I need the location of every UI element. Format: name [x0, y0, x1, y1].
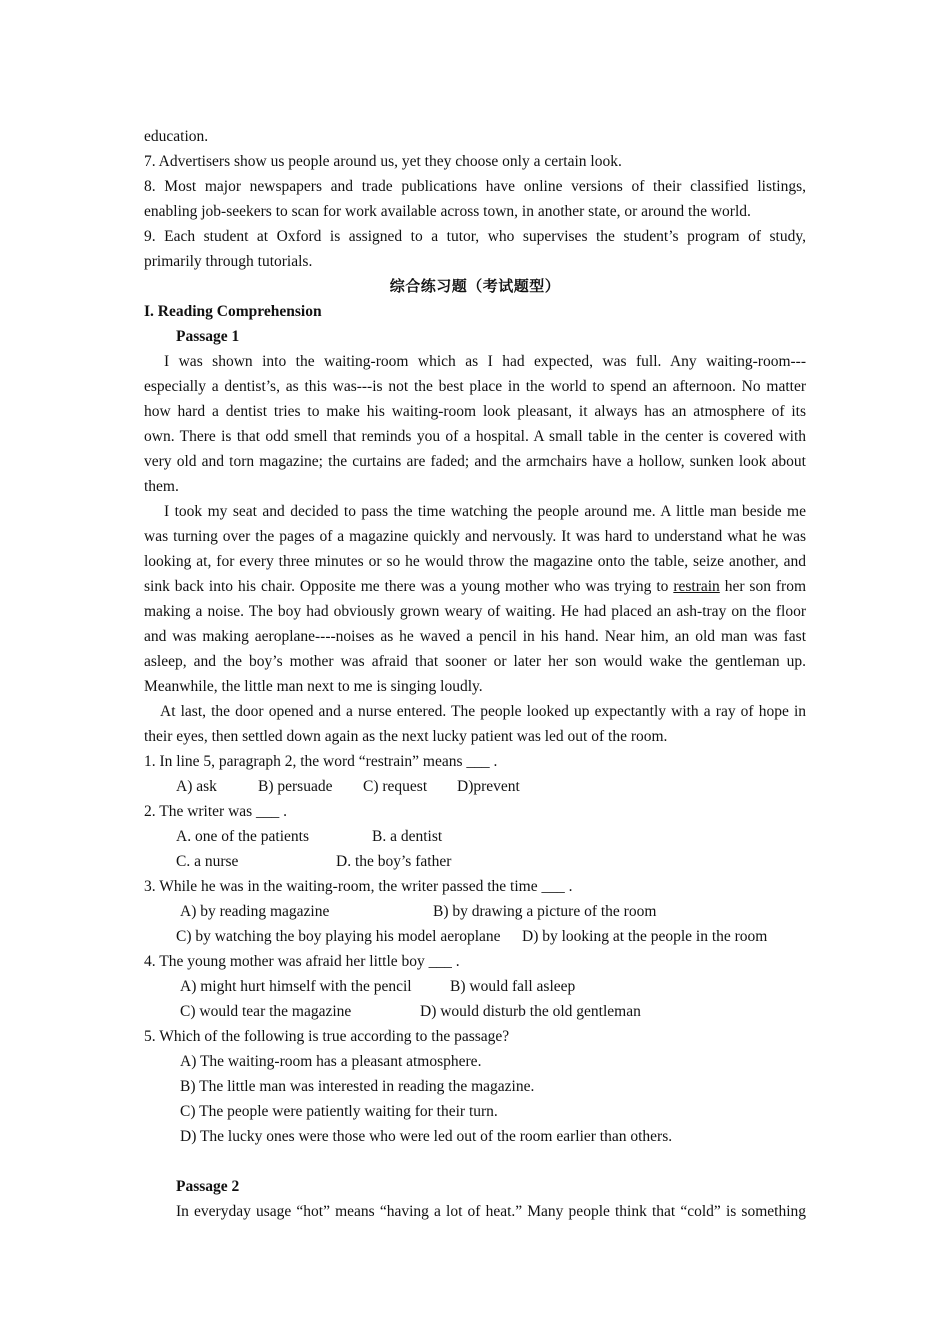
question-5-option-a: A) The waiting-room has a pleasant atmosphere.	[180, 1053, 482, 1070]
question-3-options-row-2	[144, 924, 806, 949]
question-4-option-c: C) would tear the magazine	[180, 1003, 352, 1020]
question-1-options	[144, 774, 806, 799]
passage-1-line: was turning over the pages of a magazine quickly and nervously. It was hard to understand what he was	[144, 528, 806, 545]
passage-1-line: asleep, and the boy’s mother was afraid that sooner or later her son would wake the gentleman up.	[144, 653, 806, 670]
section-heading: I. Reading Comprehension	[144, 303, 322, 320]
passage-1-line: I was shown into the waiting-room which as I had expected, was full. Any waiting-room---	[164, 353, 806, 370]
passage-1-line-restrain	[144, 574, 806, 599]
passage-1-line: and was making aeroplane----noises as he waved a pencil in his hand. Near him, an old man was fast	[144, 628, 806, 645]
section-title: 综合练习题（考试题型）	[389, 277, 561, 295]
intro-line-3: 8. Most major newspapers and trade publications have online versions of their classified listings,	[144, 178, 806, 195]
passage-1-line: their eyes, then settled down again as the next lucky patient was led out of the room.	[144, 728, 668, 745]
question-2-stem: 2. The writer was ___ .	[144, 803, 288, 820]
question-5-option-d: D) The lucky ones were those who were led out of the room earlier than others.	[180, 1128, 673, 1145]
passage-1-line: them.	[144, 478, 179, 495]
question-1-option-d: D)prevent	[457, 778, 520, 795]
passage-1-line: looking at, for every three minutes or so he would throw the magazine onto the table, seize another, and	[144, 553, 806, 570]
question-3-option-d: D) by looking at the people in the room	[522, 928, 768, 945]
underlined-word-restrain: restrain	[673, 578, 720, 595]
question-5-option-c: C) The people were patiently waiting for their turn.	[180, 1103, 498, 1120]
question-3-option-b: B) by drawing a picture of the room	[433, 903, 657, 920]
passage-1-line: own. There is that odd smell that reminds you of a hospital. A small table in the center is covered with	[144, 428, 806, 445]
question-4-option-a: A) might hurt himself with the pencil	[180, 978, 412, 995]
restrain-line-before: sink back into his chair. Opposite me there was a young mother who was trying to	[144, 578, 674, 595]
intro-line-1: education.	[144, 128, 209, 145]
question-3-options-row-1	[144, 899, 806, 924]
question-4-options-row-1	[144, 974, 806, 999]
question-4-stem: 4. The young mother was afraid her little boy ___ .	[144, 953, 460, 970]
passage-1-line: especially a dentist’s, as this was---is not the best place in the world to spend an afternoon. No matter	[144, 378, 806, 395]
question-5-stem: 5. Which of the following is true according to the passage?	[144, 1028, 510, 1045]
question-2-options-row-1	[144, 824, 806, 849]
passage-1-line: Meanwhile, the little man next to me is singing loudly.	[144, 678, 483, 695]
page-content	[144, 124, 806, 1224]
blank-line	[144, 1149, 806, 1174]
question-2-option-a: A. one of the patients	[176, 828, 310, 845]
passage-1-line: making a noise. The boy had obviously grown weary of waiting. He had placed an ash-tray on the floor	[144, 603, 806, 620]
question-2-option-b: B. a dentist	[372, 828, 443, 845]
question-2-options-row-2	[144, 849, 806, 874]
question-1-stem: 1. In line 5, paragraph 2, the word “restrain” means ___ .	[144, 753, 498, 770]
passage-1-line: At last, the door opened and a nurse entered. The people looked up expectantly with a ray of hope in	[160, 703, 806, 720]
passage-1-line: I took my seat and decided to pass the time watching the people around me. A little man beside me	[164, 503, 806, 520]
question-3-stem: 3. While he was in the waiting-room, the writer passed the time ___ .	[144, 878, 573, 895]
question-3-option-c: C) by watching the boy playing his model aeroplane	[176, 928, 501, 945]
intro-line-5: 9. Each student at Oxford is assigned to a tutor, who supervises the student’s program of study,	[144, 228, 806, 245]
question-1-option-c: C) request	[363, 778, 428, 795]
restrain-line-after: her son from	[719, 578, 807, 595]
question-2-option-d: D. the boy’s father	[336, 853, 452, 870]
passage-2-title: Passage 2	[176, 1178, 240, 1195]
passage-2-line: In everyday usage “hot” means “having a lot of heat.” Many people think that “cold” is something	[176, 1203, 806, 1220]
intro-line-2: 7. Advertisers show us people around us, yet they choose only a certain look.	[144, 153, 622, 170]
question-4-option-b: B) would fall asleep	[450, 978, 576, 995]
question-4-options-row-2	[144, 999, 806, 1024]
passage-1-line: very old and torn magazine; the curtains are faded; and the armchairs have a hollow, sunken look about	[144, 453, 806, 470]
passage-1-title: Passage 1	[176, 328, 240, 345]
intro-line-6: primarily through tutorials.	[144, 253, 313, 270]
question-2-option-c: C. a nurse	[176, 853, 239, 870]
question-1-option-a: A) ask	[176, 778, 217, 795]
question-5-option-b: B) The little man was interested in reading the magazine.	[180, 1078, 535, 1095]
passage-1-line: how hard a dentist tries to make his waiting-room look pleasant, it always has an atmosphere of its	[144, 403, 806, 420]
question-4-option-d: D) would disturb the old gentleman	[420, 1003, 641, 1020]
question-3-option-a: A) by reading magazine	[180, 903, 330, 920]
question-1-option-b: B) persuade	[258, 778, 333, 795]
intro-line-4: enabling job-seekers to scan for work available across town, in another state, or around the world.	[144, 203, 751, 220]
